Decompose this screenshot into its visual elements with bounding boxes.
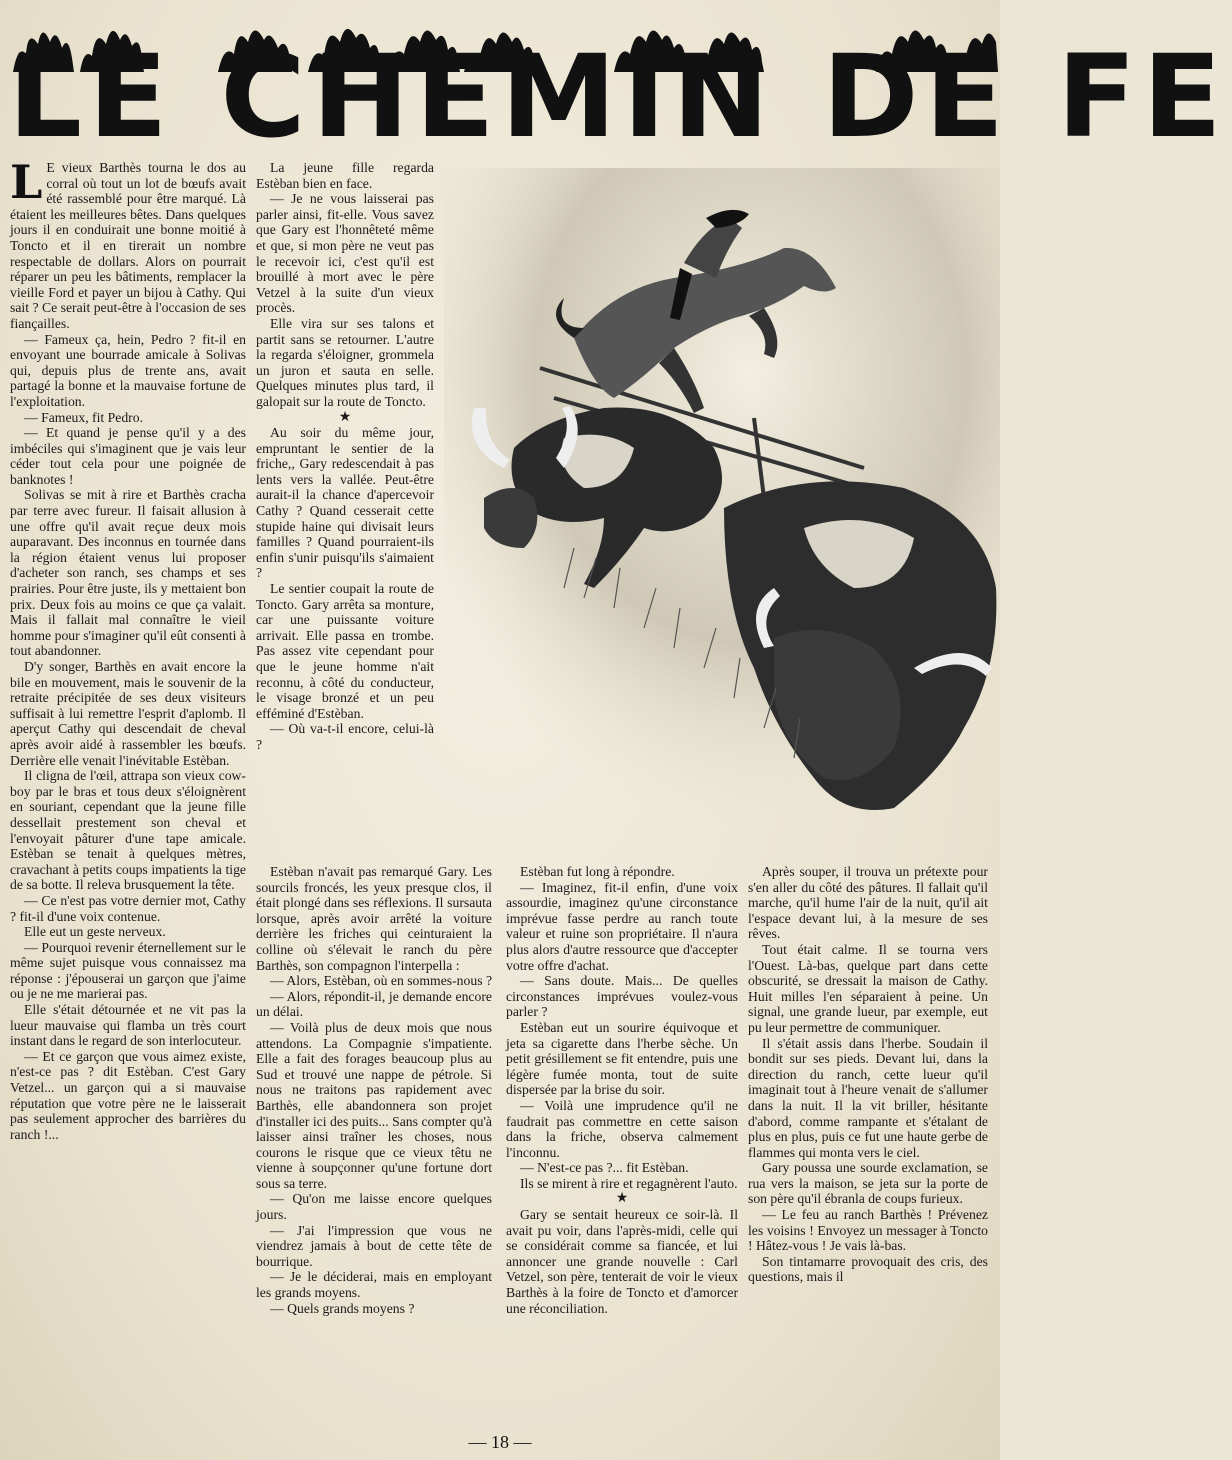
paragraph: — Je ne vous laisserai pas parler ainsi, fit-elle. Vous savez que Gary est l'honnêteté même et que, si mon père ne veut pas le recevoir ici, c'est qu'il est brouillé à mort avec le père Vetzel à la suite d'un vieux procès. bbox=[256, 191, 434, 316]
paragraph: — Quels grands moyens ? bbox=[270, 1300, 415, 1316]
paragraph: — Voilà une imprudence qu'il ne faudrait pas commettre en cette saison dans la friche, observa calmement l'inconnu. bbox=[506, 1097, 738, 1160]
paragraph: La jeune fille regarda Estèban bien en face. bbox=[256, 160, 434, 191]
paragraph: — Qu'on me laisse encore quelques jours. bbox=[256, 1191, 492, 1223]
paragraph: Le sentier coupait la route de Toncto. Gary arrêta sa monture, car une puissante voiture arrivait. Elle passa en trombe. Pas assez vite cependant pour que le jeune homme n'ait reconnu, à côté du conducteur, le visage bronzé et un peu efféminé d'Estèban. bbox=[256, 581, 434, 721]
paragraph: — Fameux, fit Pedro. bbox=[24, 409, 143, 425]
illustration-cattle-rider bbox=[444, 168, 1000, 858]
paragraph: Elle eut un geste nerveux. bbox=[24, 924, 166, 940]
section-star: ★ bbox=[338, 409, 352, 425]
text-column-3 bbox=[256, 864, 492, 1316]
paragraph: — Alors, Estèban, où en sommes-nous ? bbox=[270, 973, 493, 989]
paragraph: Il s'était assis dans l'herbe. Soudain il bondit sur ses pieds. Devant lui, dans la direction du ranch, cette lueur qu'il imaginait tout à l'heure venait de s'allumer dans la nuit. Il la vit briller, hésitante d'abord, comme rampante et s'étalant de plus en plus, puis ce fut une haute gerbe de flammes qui monta vers le ciel. bbox=[748, 1035, 988, 1160]
paragraph: Gary poussa une sourde exclamation, se rua vers la maison, se jeta sur la porte de son père qu'il ébranla de coups furieux. bbox=[748, 1160, 988, 1207]
page-title: LE CHEMIN DE FE bbox=[8, 30, 1228, 163]
paragraph: — Je le déciderai, mais en employant les grands moyens. bbox=[256, 1269, 492, 1301]
paragraph: — Sans doute. Mais... De quelles circonstances imprévues voulez-vous parler ? bbox=[506, 973, 738, 1020]
paragraph: Il cligna de l'œil, attrapa son vieux cow-boy par le bras et tous deux s'éloignèrent en souriant, cependant que la jeune fille dessellait prestement son cheval et l'envoyait pâturer d'une tape amicale. Estèban se tenait à quelques mètres, cravachant à petits coups impatients la tige de sa botte. Il releva brusquement la tête. bbox=[10, 768, 246, 893]
paragraph: L E vieux Barthès tourna le dos au corral où tout un lot de bœufs avait été rassemblé pour être marqué. Là étaient les meilleures bêtes. Dans quelques jours il en conduirait une bonne moitié à Toncto et il en tirerait un nombre respectable de dollars. Alors on pourrait réparer un peu les bâtiments, remplacer la vieille Ford et payer un bijou à Cathy. Qui sait ? Ce serait peut-être à l'occasion de ses fiançailles. bbox=[10, 155, 246, 331]
paragraph: — Et ce garçon que vous aimez existe, n'est-ce pas ? dit Estèban. C'est Gary Vetzel... un garçon qui a si mauvaise réputation que votre père ne le laisserait pas seulement approcher des barrières du ranch !... bbox=[10, 1048, 246, 1142]
text-column-5 bbox=[748, 864, 988, 1285]
paragraph: — Le feu au ranch Barthès ! Prévenez les voisins ! Envoyez un messager à Toncto ! Hâtez-vous ! Je vais là-bas. bbox=[748, 1207, 988, 1254]
paragraph: Elle s'était détournée et ne vit pas la lueur mauvaise qui flamba un très court instant dans le regard de son interlocuteur. bbox=[10, 1002, 246, 1049]
paragraph: Gary se sentait heureux ce soir-là. Il avait pu voir, dans l'après-midi, celle qui se considérait comme sa fiancée, et lui annoncer une grande nouvelle : Carl Vetzel, son père, tenterait de voir le vieux Barthès à la foire de Toncto et d'amorcer une réconciliation. bbox=[506, 1207, 738, 1316]
paragraph: — Fameux ça, hein, Pedro ? fit-il en envoyant une bourrade amicale à Solivas qui, depuis plus de trente ans, avait partagé la bonne et la mauvaise fortune de l'exploitation. bbox=[10, 331, 246, 409]
paragraph: Tout était calme. Il se tourna vers l'Ouest. Là-bas, quelque part dans cette obscurité, se dressait la maison de Cathy. Huit milles l'en séparaient à peine. Un signal, une grande lueur, par exemple, eut pu leur permettre de communiquer. bbox=[748, 941, 988, 1035]
text-column-2 bbox=[256, 160, 434, 753]
page-number: — 18 — bbox=[468, 1432, 532, 1452]
section-star: ★ bbox=[615, 1191, 629, 1207]
paragraph: D'y songer, Barthès en avait encore la bile en mouvement, mais le souvenir de la retraite précipitée de ses deux visiteurs suffisait à lui remettre l'esprit d'aplomb. Il aperçut Cathy qui descendait de cheval après avoir aidé à rassembler les bœufs. Derrière elle venait l'inévitable Estèban. bbox=[10, 659, 246, 768]
title-banner bbox=[8, 14, 1228, 163]
paragraph: — Ce n'est pas votre dernier mot, Cathy ? fit-il d'une voix contenue. bbox=[10, 892, 246, 924]
paragraph: — Alors, répondit-il, je demande encore un délai. bbox=[256, 988, 492, 1020]
paragraph: Son tintamarre provoquait des cris, des questions, mais il bbox=[748, 1253, 988, 1285]
paragraph: — Et quand je pense qu'il y a des imbéciles qui s'imaginent que je vais leur céder tout cela pour une poignée de banknotes ! bbox=[10, 425, 246, 487]
paragraph: — N'est-ce pas ?... fit Estèban. bbox=[520, 1160, 689, 1176]
text-column-4 bbox=[506, 864, 738, 1316]
paragraph: Solivas se mit à rire et Barthès cracha par terre avec fureur. Il faisait allusion à une offre qu'il avait reçue deux mois auparavant. Des inconnus en tournée dans la région étaient venus lui proposer d'acheter son ranch, ses champs et ses prairies. Pour être juste, ils y mettaient bon prix. Deux fois au moins ce que ça valait. Mais il fallait mal connaître le vieil homme pour s'imaginer qu'il eût consenti à tout abandonner. bbox=[10, 487, 246, 659]
paragraph: — Imaginez, fit-il enfin, d'une voix assourdie, imaginez qu'une circonstance imprévue fasse perdre au ranch toute valeur et ruine son propriétaire. Il n'aura plus alors d'autre ressource que d'accepter votre offre d'achat. bbox=[506, 879, 738, 973]
paragraph: Après souper, il trouva un prétexte pour s'en aller du côté des pâtures. Il fallait qu'il marche, qu'il hume l'air de la nuit, qu'il ait l'espace devant lui, à la mesure de ses rêves. bbox=[748, 864, 988, 942]
paragraph: — Où va-t-il encore, celui-là ? bbox=[256, 721, 434, 752]
text-column-1 bbox=[10, 155, 246, 1142]
paragraph: Au soir du même jour, empruntant le sentier de la friche,, Gary redescendait à pas lents vers la vallée. Peut-être aurait-il la chance d'apercevoir Cathy ? Quand cesserait cette stupide haine qui divisait leurs familles ? Quand pourraient-ils enfin s'unir puisqu'ils s'aimaient ? bbox=[256, 425, 434, 581]
paragraph: — J'ai l'impression que vous ne viendrez jamais à bout de cette tête de bourrique. bbox=[256, 1222, 492, 1269]
paragraph: Estèban n'avait pas remarqué Gary. Les sourcils froncés, les yeux presque clos, il était plongé dans ses réflexions. Il sursauta lorsque, après avoir arrêté la voiture derrière les friches qui ceinturaient la colline où s'élevait le ranch du père Barthès, son compagnon l'interpella : bbox=[256, 864, 492, 973]
paragraph: — Voilà plus de deux mois que nous attendons. La Compagnie s'impatiente. Elle a fait des forages beaucoup plus au Sud et trouvé une nappe de pétrole. Si nous ne traitons pas rapidement avec Barthès, elle abandonnera son projet d'installer ici des puits... Sans compter qu'à laisser ainsi traîner les choses, nous courons le risque que ce vieux têtu ne vienne à soupçonner qu'une fortune dort sous sa terre. bbox=[256, 1019, 492, 1191]
paragraph: Estèban eut un sourire équivoque et jeta sa cigarette dans l'herbe sèche. Un petit grésillement se fit entendre, puis une légère fumée monta, tout de suite dispersée par la brise du soir. bbox=[506, 1019, 738, 1098]
paragraph: — Pourquoi revenir éternellement sur le même sujet puisque vous connaissez ma réponse : j'épouserai un garçon que j'aime ou je ne me marierai pas. bbox=[10, 939, 246, 1002]
paragraph: Elle vira sur ses talons et partit sans se retourner. L'autre la regarda s'éloigner, grommela un juron et sauta en selle. Quelques minutes plus tard, il galopait sur la route de Toncto. bbox=[256, 315, 434, 409]
drop-cap: L bbox=[10, 155, 43, 209]
paragraph: Ils se mirent à rire et regagnèrent l'auto. bbox=[520, 1175, 738, 1191]
paragraph: Estèban fut long à répondre. bbox=[520, 864, 675, 879]
